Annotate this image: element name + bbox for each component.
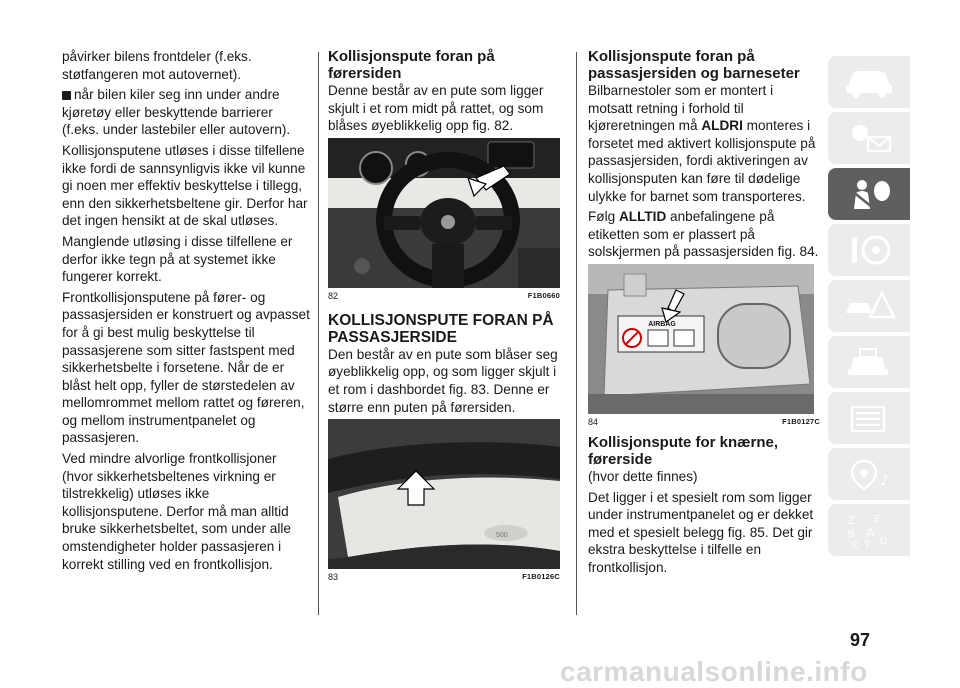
figure-83	[328, 419, 560, 583]
text: monteres i forsetet med aktivert kollisjonspute på passasjersiden, fordi aktiveringen av kollisjonsputen kan føre til dødelige ulykke for barnet som transporteres.	[588, 118, 816, 204]
tab-warning-lights-icon[interactable]	[828, 112, 910, 164]
index-letter: D	[880, 536, 888, 547]
tab-breakdown-icon[interactable]	[828, 280, 910, 332]
text: anbefalingene på etiketten som er plassert på solskjermen på passasjersiden fig. 84.	[588, 209, 819, 260]
multimedia-icon	[842, 457, 896, 491]
bullet-icon	[62, 91, 71, 100]
index-letter: E	[874, 514, 881, 525]
figure-caption	[328, 290, 560, 302]
column-1	[62, 48, 310, 576]
figure-caption	[588, 416, 820, 428]
paragraph: Manglende utløsing i disse tilfellene er derfor ikke tegn på at systemet ikke fungerer korrekt.	[62, 233, 293, 285]
tab-maintenance-icon[interactable]	[828, 336, 910, 388]
section-heading: Kollisjonspute foran på passasjersiden og barneseter	[588, 48, 800, 82]
column-divider	[576, 52, 577, 615]
tab-index-icon[interactable]	[828, 504, 910, 556]
index-letter: A	[866, 525, 875, 540]
paragraph: Ved mindre alvorlige frontkollisjoner (hvor sikkerhetsbeltenes virkning er tilstrekkelig) utløses ikke kollisjonsputene. Derfor må man alltid bruke sikkerhetsbeltet, som under alle omstendigheter holder passasjeren i korrekt stilling ved en frontkollisjon.	[62, 451, 291, 572]
paragraph	[588, 208, 820, 261]
paragraph: Det ligger i et spesielt rom som ligger under instrumentpanelet og er dekket med et spesielt belegg fig. 85. Det gir ekstra beskyttelse i tilfelle en frontkollisjon.	[588, 489, 814, 575]
bullet-text: når bilen kiler seg inn under andre kjøretøy eller beskyttende barrierer (f.eks. under lastebiler eller autovern).	[62, 87, 291, 138]
chapter-tabs	[828, 56, 910, 560]
figure-82	[328, 138, 560, 302]
tab-multimedia-icon[interactable]	[828, 448, 910, 500]
emphasis-text: ALLTID	[618, 209, 667, 225]
svg-text:♪: ♪	[880, 473, 889, 489]
column-2	[328, 48, 560, 589]
index-letter: B	[848, 529, 855, 540]
svg-text:500: 500	[496, 532, 508, 540]
column-divider	[318, 52, 319, 615]
figure-code: F1B0660	[527, 290, 560, 300]
paragraph: (hvor dette finnes)	[588, 468, 698, 484]
paragraph: Den består av en pute som blåser seg øyeblikkelig opp, og som ligger skjult i et rom i dashbordet fig. 83. Denne er større enn puten på førersiden.	[328, 346, 558, 415]
paragraph	[588, 82, 820, 205]
dashboard-illustration	[328, 419, 560, 569]
index-letter: C	[852, 540, 860, 550]
steering-wheel-icon	[842, 233, 896, 267]
text: Bilbarnestoler som er montert i motsatt retning i forhold til kjøreretningen må	[588, 83, 774, 134]
technical-data-icon	[842, 401, 896, 435]
paragraph: Denne består av en pute som ligger skjult i et rom midt på rattet, og som blåses øyeblikkelig opp fig. 82.	[328, 83, 544, 134]
maintenance-icon	[842, 345, 896, 379]
tab-technical-data-icon[interactable]	[828, 392, 910, 444]
bullet-paragraph	[62, 86, 310, 139]
paragraph: Frontkollisjonsputene på fører- og passasjersiden er konstruert og avpasset for å gi best mulig beskyttelse til passasjerene som sitter fastspent med sikkerhetsbelte i forsetene. Når de er blåst helt opp, fyller de størstedelen av mellomrommet mellom rattet og føreren, og mellom instrumentpanelet og passasjeren.	[62, 289, 310, 446]
section-heading: Kollisjonspute for knærne, førerside	[588, 433, 779, 468]
tab-steering-wheel-icon[interactable]	[828, 224, 910, 276]
figure-code: F1B0126C	[522, 572, 560, 582]
figure-code: F1B0127C	[782, 416, 820, 426]
page-number: 97	[850, 630, 871, 650]
index-letter: T	[864, 540, 871, 550]
sun-visor-illustration	[588, 264, 814, 414]
index-icon	[842, 510, 896, 550]
paragraph: påvirker bilens frontdeler (f.eks. støtfangeren mot autovernet).	[62, 49, 252, 82]
warning-lights-icon	[842, 121, 896, 155]
figure-84	[588, 264, 820, 428]
section-heading: Kollisjonspute foran på førersiden	[328, 48, 495, 82]
watermark: carmanualsonline.info	[560, 656, 868, 687]
tab-car-icon[interactable]	[828, 56, 910, 108]
car-icon	[842, 65, 896, 99]
section-heading: KOLLISJONSPUTE FORAN PÅ PASSASJERSIDE	[328, 311, 554, 346]
steering-wheel-illustration	[328, 138, 560, 288]
paragraph: Kollisjonsputene utløses i disse tilfellene ikke fordi de sannsynligvis ikke vil kunne gi noen mer effektiv beskyttelse i tillegg, enn den sikkerhetsbeltene gir. Derfor har det ingen hensikt at de skal utløses.	[62, 142, 308, 229]
label-text: AIRBAG	[648, 320, 676, 328]
column-3	[588, 48, 820, 580]
figure-number: 83	[328, 572, 339, 583]
breakdown-icon	[842, 289, 896, 323]
figure-number: 82	[328, 290, 339, 301]
index-letter: Z	[848, 515, 855, 527]
emphasis-text: ALDRI	[701, 118, 743, 134]
safety-airbag-icon	[842, 177, 896, 211]
figure-caption	[328, 571, 560, 583]
figure-number: 84	[588, 416, 599, 427]
tab-safety-airbag-icon[interactable]	[828, 168, 910, 220]
text: Følg	[588, 209, 619, 225]
